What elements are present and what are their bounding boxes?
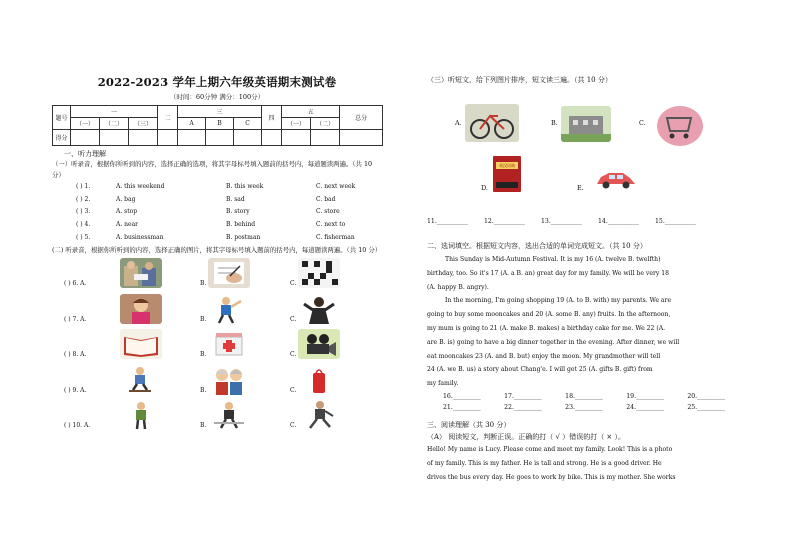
pic-number[interactable]: ( ) 10. A. (64, 422, 91, 430)
choice-b: B. postman (226, 233, 261, 241)
section1-choice-list (52, 181, 382, 245)
score-header-2: 二 (158, 106, 178, 130)
right-column (427, 74, 741, 484)
pic-label-c: C. (290, 315, 297, 323)
choice-item-1 (52, 181, 382, 194)
passage-line: This Sunday is Mid-Autumn Festival. It is my 16 (A. twelve B. twelfth) (445, 256, 661, 263)
choice-a: A. near (116, 221, 139, 229)
score-label-defen: 得分 (53, 130, 71, 146)
answer-blank-25[interactable]: 25._________ (687, 403, 725, 411)
pic-label-c: C. (290, 351, 297, 359)
picture-label-d: D. (481, 184, 488, 192)
score-cell[interactable] (178, 130, 206, 146)
choice-a: A. this weekend (116, 183, 165, 190)
score-header-total: 总分 (340, 106, 383, 130)
pic-number[interactable]: ( ) 6. A. (64, 280, 87, 288)
score-sub-1a: （一） (71, 118, 100, 130)
section1-heading: 一、听力理解 (64, 150, 106, 158)
choice-c: C. fisherman (316, 233, 355, 241)
reading-line: of my family. This is my father. He is tall and strong. He is a good driver. He (427, 459, 662, 467)
passage-line: 24 (A. we B. us) a story about Chang'e. I will get 25 (A. gifts B. gift) from (427, 366, 653, 374)
picture-label-a: A. (455, 119, 462, 127)
score-sub-3a: A (178, 118, 206, 130)
man-running-picture[interactable] (298, 400, 340, 430)
answer-blank-21[interactable]: 21._________ (443, 403, 481, 411)
choice-c: C. bad (316, 195, 336, 203)
passage-line: (A. happy B. angry). (427, 283, 489, 291)
score-cell[interactable] (340, 130, 383, 146)
answer-blank-17[interactable]: 17._________ (504, 392, 542, 400)
choice-number[interactable]: ( ) 5. (76, 233, 91, 241)
score-cell[interactable] (158, 130, 178, 146)
pic-number[interactable]: ( ) 8. A. (64, 351, 87, 359)
section2-heading: 二、选词填空。根据短文内容，选出合适的单词完成短文。（共 10 分） (427, 242, 647, 250)
score-header-3: 三 (178, 106, 262, 118)
score-sub-1b: （二） (100, 118, 129, 130)
crossword-picture[interactable] (298, 258, 340, 288)
blank-number: 12. (484, 218, 494, 225)
score-header-4: 四 (262, 106, 282, 130)
red-bag-picture[interactable] (298, 365, 340, 395)
film-camera-picture[interactable] (298, 329, 340, 359)
blank-number: 13. (541, 218, 551, 225)
blank-number: 25. (687, 403, 698, 411)
score-cell[interactable] (206, 130, 234, 146)
answer-blank-23[interactable]: 23._________ (565, 403, 603, 411)
pic-label-b: B. (200, 315, 207, 323)
score-cell[interactable] (129, 130, 158, 146)
blank-number: 21. (443, 403, 453, 411)
boy-standing-picture[interactable] (120, 400, 162, 430)
choice-item-5 (52, 232, 382, 245)
blank-number: 15. (655, 218, 665, 225)
blank-number: 16. (443, 392, 453, 400)
exam-title: 2022-2023 学年上期六年级英语期末测试卷 (97, 75, 337, 89)
answer-blank-14[interactable]: 14.__________ (598, 218, 639, 225)
blank-number: 14. (598, 218, 608, 225)
shopping-cart-picture[interactable] (657, 106, 703, 146)
choice-a: A. businessman (116, 233, 164, 241)
cloze-answers-row2 (427, 404, 741, 411)
section1-part2-instructions: (二) 听录音，根据你所听到的内容，选择正确的图片，将其字母标号填入题前的括号内，每道题读两遍。（共 10 分） (52, 245, 382, 254)
cloze-answers-row1 (427, 393, 741, 400)
score-sub-3c: C (234, 118, 262, 130)
choice-c: C. next to (316, 221, 346, 229)
reading-line: Hello! My name is Lucy. Please come and meet my family. Look! This is a photo (427, 445, 673, 453)
blank-number: 22. (504, 403, 514, 411)
man-walking-picture[interactable] (208, 400, 250, 430)
blank-number: 24. (626, 403, 637, 411)
choice-number[interactable]: ( ) 2. (76, 195, 91, 203)
answer-blank-19[interactable]: 19._________ (626, 392, 664, 400)
score-header-tihao: 题号 (53, 106, 71, 130)
hand-writing-picture[interactable] (208, 258, 250, 288)
passage-line: my mum is going to 21 (A. make B. makes) a birthday cake for me. We 22 (A. (427, 324, 666, 332)
pic-label-c: C. (290, 422, 297, 430)
choice-a: A. bag (116, 195, 136, 203)
open-book-picture[interactable] (120, 329, 162, 359)
passage-line: birthday, too. So it's 17 (A. a B. an) great day for my family. We will be very 18 (427, 269, 669, 277)
answer-blank-16[interactable]: 16._________ (443, 392, 481, 400)
passage-line: In the morning, I'm going shopping 19 (A. to B. with) my parents. We are (445, 297, 672, 305)
reading-passage (427, 443, 741, 484)
skateboarding-picture[interactable] (120, 365, 162, 395)
choice-item-4 (52, 219, 382, 232)
score-header-1: 一 (71, 106, 158, 118)
score-cell[interactable] (282, 130, 311, 146)
reading-heading: 三、阅读理解（共 30 分） (427, 420, 511, 429)
score-cell[interactable] (311, 130, 340, 146)
dictionary-picture[interactable] (493, 156, 521, 192)
reading-line: drives the bus every day. He goes to work by bike. This is my mother. She works (427, 473, 676, 481)
passage-line: are B. is) going to have a big dinner together in the evening. After dinner, we will (427, 338, 680, 346)
picture-choice-list (52, 258, 382, 436)
pic-item-10 (52, 400, 382, 436)
answer-blank-12[interactable]: 12.__________ (484, 218, 525, 225)
answer-blank-18[interactable]: 18._________ (565, 392, 603, 400)
exam-subtitle: （时间：60分钟 满分：100分） (169, 93, 265, 101)
answer-blank-20[interactable]: 20._________ (687, 392, 725, 400)
section3-heading: （三）听短文，给下列图片排序，短文读三遍。（共 10 分） (427, 76, 612, 84)
blank-number: 18. (565, 392, 575, 400)
pic-item-7 (52, 294, 382, 330)
choice-number[interactable]: ( ) 1. (76, 183, 91, 190)
blank-number: 20. (687, 392, 698, 400)
score-sub-3b: B (206, 118, 234, 130)
cloze-passage (427, 253, 741, 391)
reading-subheading: （A） 阅读短文，判断正误。正确的打（ √ ）错误的打（ × ）。 (427, 432, 626, 441)
picture-label-b: B. (551, 119, 558, 127)
answer-blank-13[interactable]: 13.__________ (541, 218, 582, 225)
choice-b: B. behind (226, 221, 256, 229)
picture-label-e: E. (577, 184, 584, 192)
blank-number: 11. (427, 218, 437, 225)
answer-blank-22[interactable]: 22._________ (504, 403, 542, 411)
ordering-answer-blanks (427, 216, 741, 228)
score-cell[interactable] (71, 130, 100, 146)
score-table (52, 105, 383, 146)
score-cell[interactable] (234, 130, 262, 146)
pic-item-9 (52, 365, 382, 401)
man-throwing-picture[interactable] (208, 294, 250, 324)
answer-blank-11[interactable]: 11.__________ (427, 218, 468, 225)
pic-label-b: B. (200, 386, 207, 394)
score-sub-5b: （二） (311, 118, 340, 130)
pic-item-8 (52, 329, 382, 365)
building-picture[interactable] (561, 106, 611, 142)
choice-number[interactable]: ( ) 3. (76, 208, 91, 216)
pic-label-b: B. (200, 422, 207, 430)
grandparents-picture[interactable] (208, 365, 250, 395)
ordering-pictures (427, 86, 741, 204)
answer-blank-15[interactable]: 15.__________ (655, 218, 696, 225)
choice-c: C. next week (316, 183, 356, 190)
choice-item-2 (52, 194, 382, 207)
blank-number: 23. (565, 403, 575, 411)
score-sub-1c: （三） (129, 118, 158, 130)
pic-number[interactable]: ( ) 9. A. (64, 386, 87, 394)
dictionary-title: 英汉词典 (499, 163, 515, 168)
left-column (52, 74, 382, 436)
score-header-5: 五 (282, 106, 340, 118)
choice-a: A. stop (116, 208, 138, 216)
passage-line: my family. (427, 380, 459, 388)
choice-c: C. store (316, 208, 340, 216)
people-reading-picture[interactable] (120, 258, 162, 288)
pic-label-b: B. (200, 280, 207, 288)
choice-b: B. this week (226, 183, 264, 190)
pic-item-6 (52, 258, 382, 294)
choice-b: B. sad (226, 195, 245, 203)
blank-number: 19. (626, 392, 637, 400)
red-car-picture[interactable] (593, 164, 639, 194)
hospital-picture[interactable] (208, 329, 250, 359)
section1-part1-instructions: （一）听录音，根据你所听到的内容，选择正确的选项，将其字母标号填入题前的括号内，每道题读两遍。（共 10 分） (52, 160, 373, 179)
picture-label-c: C. (639, 119, 646, 127)
passage-line: going to buy some mooncakes and 20 (A. some B. any) fruits. In the afternoon, (427, 311, 671, 319)
score-cell[interactable] (262, 130, 282, 146)
blank-number: 17. (504, 392, 514, 400)
choice-number[interactable]: ( ) 4. (76, 221, 91, 229)
pic-number[interactable]: ( ) 7. A. (64, 315, 87, 323)
score-sub-5a: （一） (282, 118, 311, 130)
choice-b: B. story (226, 208, 250, 216)
bicycle-picture[interactable] (465, 104, 519, 142)
woman-cartoon-picture[interactable] (120, 294, 162, 324)
pic-label-b: B. (200, 351, 207, 359)
pic-label-c: C. (290, 386, 297, 394)
choice-item-3 (52, 206, 382, 219)
dark-figure-picture[interactable] (298, 294, 340, 324)
passage-line: eat mooncakes 23 (A. and B. but) enjoy the moon. My grandmother will tell (427, 352, 661, 360)
pic-label-c: C. (290, 280, 297, 288)
answer-blank-24[interactable]: 24._________ (626, 403, 664, 411)
score-cell[interactable] (100, 130, 129, 146)
